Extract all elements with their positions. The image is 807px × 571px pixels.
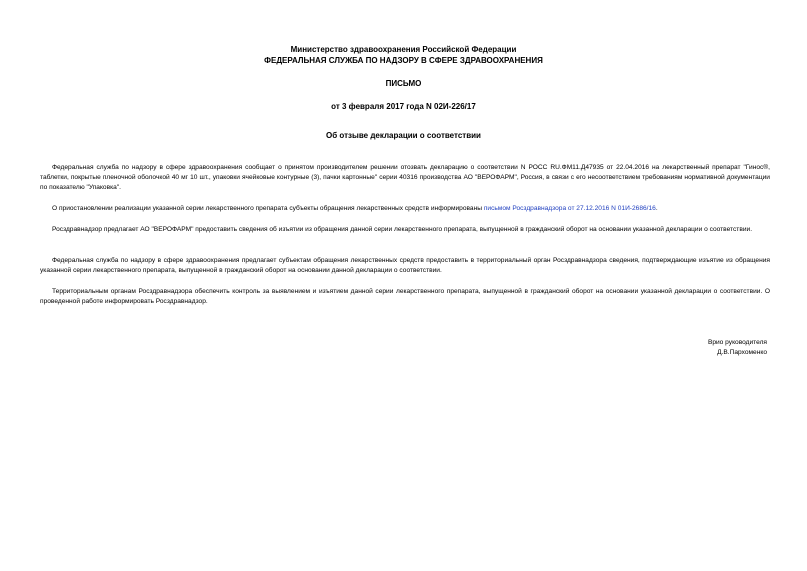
ministry-name: Министерство здравоохранения Российской Федерации [290, 45, 517, 54]
service-name: ФЕДЕРАЛЬНАЯ СЛУЖБА ПО НАДЗОРУ В СФЕРЕ ЗДРАВООХРАНЕНИЯ [264, 56, 543, 65]
document-type: ПИСЬМО [385, 79, 422, 88]
paragraph-2 [40, 204, 770, 214]
document-date-number: от 3 февраля 2017 года N 02И-226/17 [331, 102, 476, 111]
signatory-title: Врио руководителя [707, 339, 767, 346]
paragraph-1-text: Федеральная служба по надзору в сфере здравоохранения сообщает о принятом производителем решении отозвать декларацию о соответствии N РОСС RU.ФМ11.Д47935 от 22.04.2016 на лекарственный препарат "Гинос®, таблетки, покрытые пленочной оболочкой 40 мг 10 шт., упаковки ячейковые контурные (3), пачки картонные" серии 40316 производства АО "ВЕРОФАРМ", Россия, в связи с его несоответствием требованиям нормативной документации по показателю "Упаковка". [40, 164, 770, 191]
paragraph-4-text: Федеральная служба по надзору в сфере здравоохранения предлагает субъектам обращения лекарственных средств предоставить в территориальный орган Росздравнадзора сведения, подтверждающие изъятие из обращения указанной серии лекарственного препарата, выпущенной в гражданский оборот на основании данной декларации о соответствии. [40, 257, 770, 274]
paragraph-5 [40, 287, 770, 307]
paragraph-4 [40, 256, 770, 276]
paragraph-2-end: . [655, 205, 658, 212]
paragraph-1 [40, 163, 770, 193]
paragraph-2-text: О приостановлении реализации указанной серии лекарственного препарата субъекты обращения лекарственных средств информированы [52, 205, 484, 212]
paragraph-5-text: Территориальным органам Росздравнадзора обеспечить контроль за выявлением и изъятием данной серии лекарственного препарата, выпущенной в гражданский оборот на основании указанной декларации о соответствии. О проведенной работе информировать Росздравнадзор. [40, 288, 770, 305]
reference-letter-link[interactable]: письмом Росздравнадзора от 27.12.2016 N 01И-2686/16 [483, 205, 656, 212]
paragraph-3 [40, 225, 770, 235]
document-subject: Об отзыве декларации о соответствии [326, 131, 481, 140]
paragraph-3-text: Росздравнадзор предлагает АО "ВЕРОФАРМ" предоставить сведения об изъятии из обращения данной серии лекарственного препарата, выпущенной в гражданский оборот на основании указанной декларации о соответствии. [52, 226, 753, 233]
signatory-name: Д.В.Пархоменко [717, 349, 767, 356]
